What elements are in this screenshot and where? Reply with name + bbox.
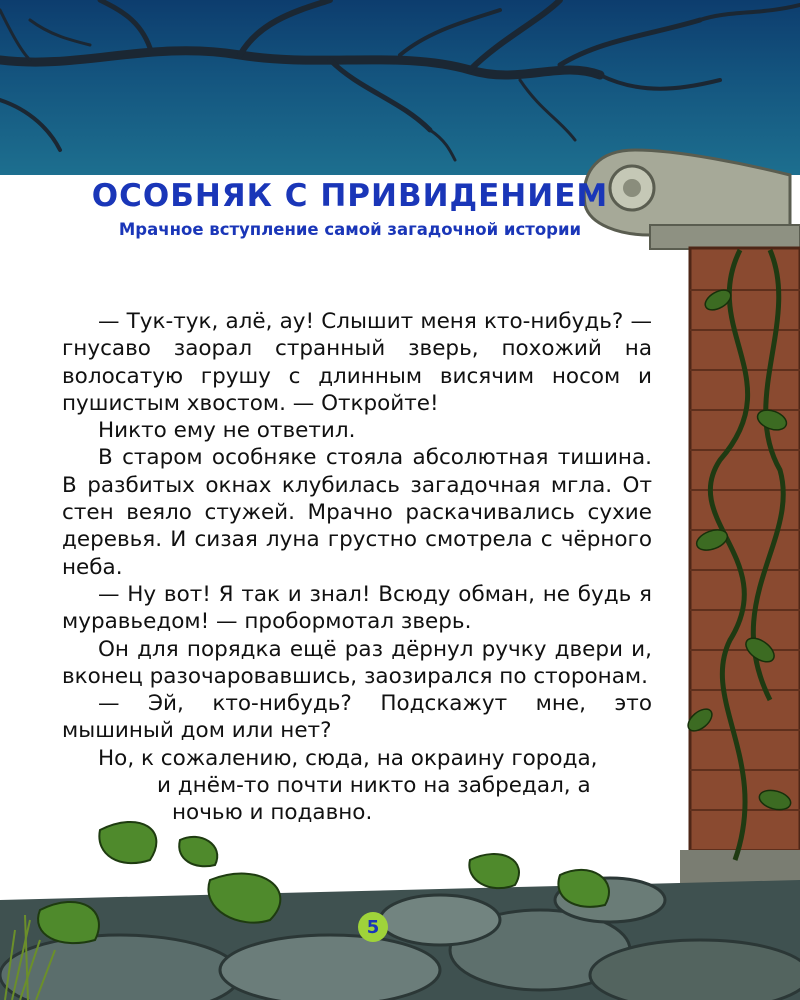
story-paragraph: Но, к сожалению, сюда, на окраину города, bbox=[98, 745, 598, 771]
tree-branches-illustration bbox=[0, 0, 800, 160]
stones-illustration bbox=[0, 878, 800, 1000]
story-tail-line: ночью и подавно. bbox=[172, 800, 373, 826]
story-paragraph: В старом особняке стояла абсолютная тишина. В разбитых окнах клубилась загадочная мгла. От стен веяло стужей. Мрачно раскачивались сухие деревья. И сизая луна грустно смотрела с чёрного неба. bbox=[62, 445, 652, 580]
story-paragraph: — Эй, кто-нибудь? Подскажут мне, это мышиный дом или нет? bbox=[62, 691, 652, 744]
story-paragraph: Он для порядка ещё раз дёрнул ручку двери и, вконец разочаровавшись, заозирался по сторонам. bbox=[62, 636, 652, 689]
page-title: ОСОБНЯК С ПРИВИДЕНИЕМ bbox=[91, 178, 609, 214]
story-paragraph: Никто ему не ответил. bbox=[98, 418, 356, 444]
page-subtitle: Мрачное вступление самой загадочной истории bbox=[118, 220, 582, 239]
story-tail-line: и днём-то почти никто на забредал, а bbox=[157, 773, 591, 799]
story-paragraph: — Ну вот! Я так и знал! Всюду обман, не будь я муравьедом! — пробормотал зверь. bbox=[62, 581, 652, 635]
story-text bbox=[62, 308, 652, 827]
story-paragraph: — Тук-тук, алё, ау! Слышит меня кто-нибудь? — гнусаво заорал странный зверь, похожий на волосатую грушу с длинным висячим носом и пушистым хвостом. — Откройте! bbox=[62, 309, 652, 416]
page-number-badge: 5 bbox=[358, 912, 388, 942]
